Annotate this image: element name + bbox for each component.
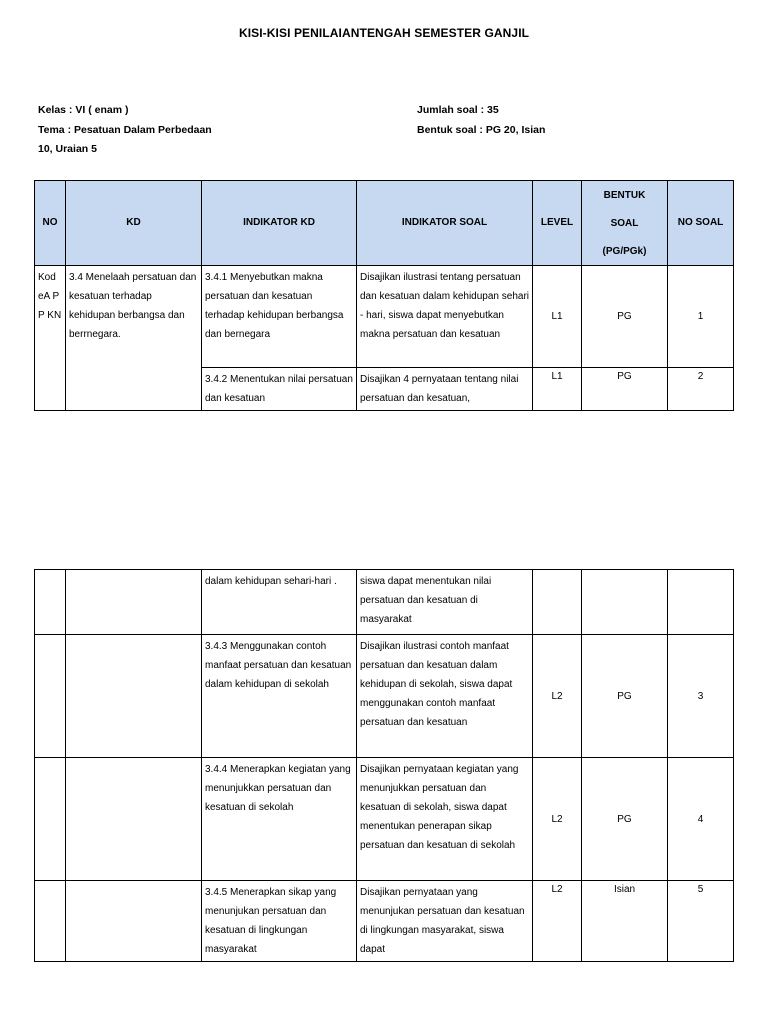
indikator-kd-cell: 3.4.2 Menentukan nilai persatuan dan kesatuan (202, 368, 357, 411)
indikator-kd-cell: 3.4.4 Menerapkan kegiatan yang menunjukkan persatuan dan kesatuan di sekolah (202, 758, 357, 881)
indikator-soal-cell: siswa dapat menentukan nilai persatuan dan kesatuan di masyarakat (357, 570, 533, 635)
tema-line: Tema : Pesatuan Dalam Perbedaan (38, 124, 212, 136)
kd-cell (66, 570, 202, 635)
indikator-kd-cell: 3.4.1 Menyebutkan makna persatuan dan kesatuan terhadap kehidupan berbangsa dan bernegara (202, 266, 357, 368)
no-soal-cell: 1 (668, 266, 734, 368)
kisi-table-page1 (34, 180, 734, 411)
indikator-soal-cell: Disajikan ilustrasi contoh manfaat persatuan dan kesatuan dalam kehidupan di sekolah, siswa dapat menggunakan contoh manfaat persatuan dan kesatuan (357, 635, 533, 758)
jumlah-soal-line: Jumlah soal : 35 (417, 104, 499, 116)
kd-cell: 3.4 Menelaah persatuan dan kesatuan terhadap kehidupan berbangsa dan berrnegara. (66, 266, 202, 411)
indikator-kd-cell: 3.4.3 Menggunakan contoh manfaat persatuan dan kesatuan dalam kehidupan di sekolah (202, 635, 357, 758)
level-cell: L2 (533, 758, 582, 881)
header-level: LEVEL (533, 181, 582, 266)
level-cell: L1 (533, 266, 582, 368)
indikator-kd-cell: dalam kehidupan sehari-hari . (202, 570, 357, 635)
no-soal-cell: 5 (668, 881, 734, 962)
row-no-cell (35, 758, 66, 881)
row-no-cell: Kod eA PP KN (35, 266, 66, 411)
row-no-cell (35, 635, 66, 758)
header-no-soal: NO SOAL (668, 181, 734, 266)
level-cell: L2 (533, 881, 582, 962)
kisi-table-page2 (34, 569, 734, 962)
kd-cell (66, 758, 202, 881)
header-bentuk-line1: BENTUK (603, 189, 646, 201)
header-bentuk-line3: (PG/PGk) (602, 245, 647, 257)
indikator-soal-cell: Disajikan ilustrasi tentang persatuan dan kesatuan dalam kehidupan sehari - hari, siswa dapat menyebutkan makna persatuan dan kesatuan (357, 266, 533, 368)
level-cell: L2 (533, 635, 582, 758)
header-bentuk-line2: SOAL (610, 217, 639, 229)
no-soal-cell: 2 (668, 368, 734, 411)
kelas-line: Kelas : VI ( enam ) (38, 104, 129, 116)
header-bentuk-soal (582, 181, 668, 266)
bentuk-continuation: 10, Uraian 5 (38, 143, 97, 155)
bentuk-cell: PG (582, 635, 668, 758)
kd-cell (66, 635, 202, 758)
kd-cell (66, 881, 202, 962)
level-cell: L1 (533, 368, 582, 411)
indikator-soal-cell: Disajikan 4 pernyataan tentang nilai persatuan dan kesatuan, (357, 368, 533, 411)
indikator-soal-cell: Disajikan pernyataan kegiatan yang menunjukkan persatuan dan kesatuan di sekolah, siswa dapat menentukan penerapan sikap persatuan dan kesatuan di sekolah (357, 758, 533, 881)
bentuk-cell: PG (582, 758, 668, 881)
table-row (35, 570, 734, 635)
indikator-soal-cell: Disajikan pernyataan yang menunjukan persatuan dan kesatuan di lingkungan masyarakat, siswa dapat (357, 881, 533, 962)
level-cell (533, 570, 582, 635)
document-title: KISI-KISI PENILAIANTENGAH SEMESTER GANJIL (238, 26, 530, 40)
table-row (35, 266, 734, 368)
table-row (35, 635, 734, 758)
row-no-cell (35, 570, 66, 635)
header-kd: KD (66, 181, 202, 266)
row-no-cell (35, 881, 66, 962)
no-soal-cell (668, 570, 734, 635)
no-soal-cell: 3 (668, 635, 734, 758)
table-row (35, 758, 734, 881)
no-soal-cell: 4 (668, 758, 734, 881)
bentuk-cell: PG (582, 266, 668, 368)
header-indikator-soal: INDIKATOR SOAL (357, 181, 533, 266)
bentuk-cell: PG (582, 368, 668, 411)
bentuk-cell (582, 570, 668, 635)
bentuk-soal-line: Bentuk soal : PG 20, Isian (417, 124, 546, 136)
header-indikator-kd: INDIKATOR KD (202, 181, 357, 266)
indikator-kd-cell: 3.4.5 Menerapkan sikap yang menunjukan persatuan dan kesatuan di lingkungan masyarakat (202, 881, 357, 962)
header-no: NO (35, 181, 66, 266)
table-row (35, 881, 734, 962)
bentuk-cell: Isian (582, 881, 668, 962)
